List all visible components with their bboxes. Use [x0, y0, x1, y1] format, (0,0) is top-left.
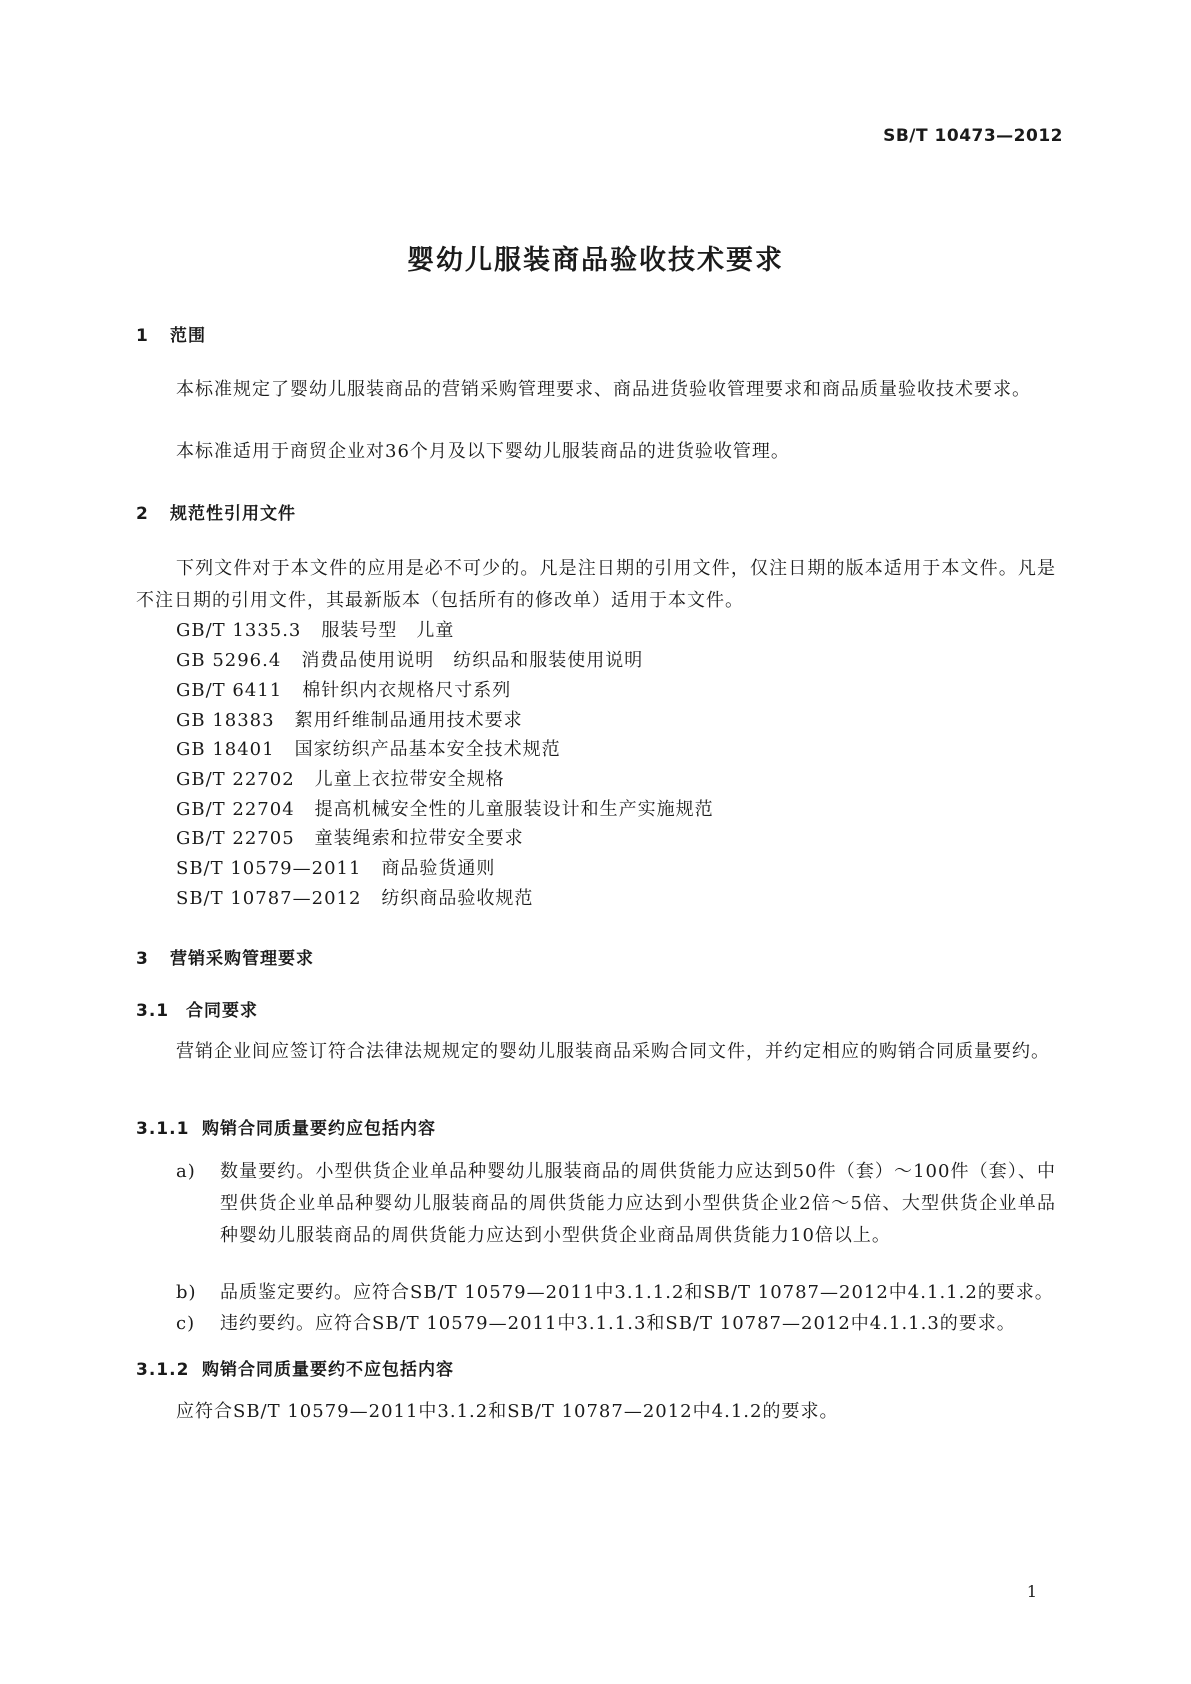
list-marker: a) [176, 1161, 196, 1182]
reference-title: 国家纺织产品基本安全技术规范 [294, 739, 561, 760]
section-title: 购销合同质量要约不应包括内容 [202, 1360, 454, 1380]
section-number: 3.1 [136, 1001, 170, 1021]
list-text: 违约要约。应符合SB/T 10579—2011中3.1.1.3和SB/T 10787—2012中4.1.1.3的要求。 [220, 1313, 1016, 1334]
reference-title: 棉针织内衣规格尺寸系列 [302, 680, 512, 701]
reference-title: 消费品使用说明 纺织品和服装使用说明 [301, 650, 644, 671]
paragraph: 本标准规定了婴幼儿服装商品的营销采购管理要求、商品进货验收管理要求和商品质量验收技术要求。 [176, 379, 1031, 400]
reference-item [176, 615, 454, 647]
list-marker: c) [176, 1313, 196, 1334]
subsection-3-1-heading [136, 996, 258, 1021]
document-title: 婴幼儿服装商品验收技术要求 [407, 245, 784, 276]
reference-code: SB/T 10787—2012 [176, 888, 362, 909]
reference-code: GB 18383 [176, 710, 275, 731]
reference-code: GB/T 1335.3 [176, 620, 302, 641]
list-text: 品质鉴定要约。应符合SB/T 10579—2011中3.1.1.2和SB/T 10787—2012中4.1.1.2的要求。 [220, 1282, 1054, 1303]
section-number: 1 [136, 326, 149, 346]
list-marker: b) [176, 1282, 197, 1303]
reference-title: 絮用纤维制品通用技术要求 [294, 710, 523, 731]
reference-item [176, 645, 643, 677]
list-item [176, 1156, 1056, 1252]
reference-title: 纺织商品验收规范 [381, 888, 534, 909]
section-title: 合同要求 [186, 1001, 258, 1021]
reference-item [176, 734, 561, 766]
subsection-3-1-1-heading [136, 1114, 436, 1139]
reference-item [176, 883, 533, 915]
reference-code: GB 18401 [176, 739, 275, 760]
section-title: 营销采购管理要求 [170, 949, 314, 969]
reference-item [176, 794, 714, 826]
section-2-heading [136, 499, 296, 524]
reference-item [176, 705, 523, 737]
section-1-heading [136, 321, 206, 346]
paragraph: 应符合SB/T 10579—2011中3.1.2和SB/T 10787—2012中4.1.2的要求。 [176, 1401, 839, 1422]
reference-title: 服装号型 儿童 [321, 620, 455, 641]
list-text: 数量要约。小型供货企业单品种婴幼儿服装商品的周供货能力应达到50件（套）～100件（套）、中型供货企业单品种婴幼儿服装商品的周供货能力应达到小型供货企业2倍～5倍、大型供货企业单品种婴幼儿服装商品的周供货能力应达到小型供货企业商品周供货能力10倍以上。 [220, 1161, 1056, 1246]
list-item [176, 1308, 1056, 1340]
section-3-heading [136, 944, 314, 969]
reference-item [176, 675, 511, 707]
list-item [176, 1277, 1056, 1309]
reference-code: GB 5296.4 [176, 650, 282, 671]
section-title: 规范性引用文件 [170, 504, 296, 524]
reference-item [176, 853, 495, 885]
subsection-3-1-2-heading [136, 1355, 454, 1380]
section-number: 3.1.2 [136, 1360, 190, 1380]
reference-title: 童装绳索和拉带安全要求 [314, 828, 524, 849]
standard-code: SB/T 10473—2012 [883, 126, 1063, 146]
reference-code: GB/T 22705 [176, 828, 295, 849]
reference-title: 儿童上衣拉带安全规格 [314, 769, 505, 790]
section-number: 3 [136, 949, 149, 969]
section-title: 购销合同质量要约应包括内容 [202, 1119, 436, 1139]
paragraph: 下列文件对于本文件的应用是必不可少的。凡是注日期的引用文件，仅注日期的版本适用于本文件。凡是不注日期的引用文件，其最新版本（包括所有的修改单）适用于本文件。 [136, 558, 1056, 611]
paragraph: 本标准适用于商贸企业对36个月及以下婴幼儿服装商品的进货验收管理。 [176, 441, 790, 462]
reference-item [176, 823, 524, 855]
reference-code: SB/T 10579—2011 [176, 858, 362, 879]
reference-code: GB/T 22704 [176, 799, 295, 820]
reference-title: 商品验货通则 [381, 858, 496, 879]
reference-code: GB/T 6411 [176, 680, 283, 701]
section-number: 2 [136, 504, 149, 524]
reference-title: 提高机械安全性的儿童服装设计和生产实施规范 [314, 799, 714, 820]
reference-item [176, 764, 505, 796]
page-number: 1 [1026, 1582, 1037, 1601]
paragraph: 营销企业间应签订符合法律法规规定的婴幼儿服装商品采购合同文件，并约定相应的购销合同质量要约。 [176, 1041, 1050, 1062]
section-number: 3.1.1 [136, 1119, 190, 1139]
reference-code: GB/T 22702 [176, 769, 295, 790]
section-title: 范围 [170, 326, 206, 346]
